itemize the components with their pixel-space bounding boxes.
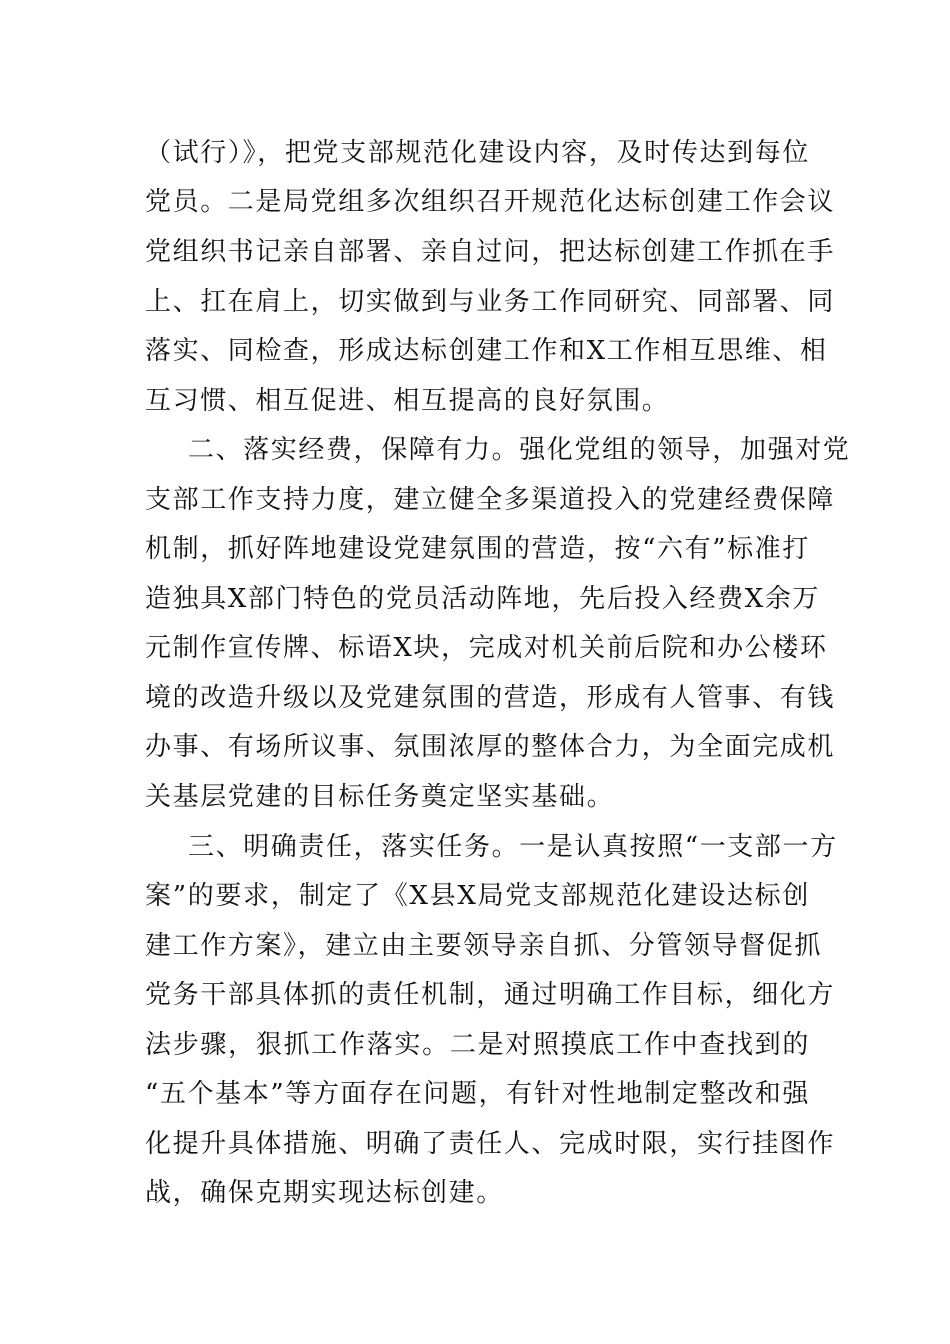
text-line: 建工作方案》，建立由主要领导亲自抓、分管领导督促抓 [145, 931, 823, 961]
text-line: 案”的要求，制定了《X县X局党支部规范化建设达标创 [145, 881, 810, 911]
text-line: 元制作宣传牌、标语X块，完成对机关前后院和办公楼环 [145, 633, 828, 663]
text-line: 支部工作支持力度，建立健全多渠道投入的党建经费保障 [145, 485, 836, 515]
text-line: 落实、同检查，形成达标创建工作和X工作相互思维、相 [145, 336, 828, 366]
text-line: 境的改造升级以及党建氛围的营造，形成有人管事、有钱 [145, 683, 836, 713]
text-line: 关基层党建的目标任务奠定坚实基础。 [145, 782, 615, 812]
text-line: （试行）》，把党支部规范化建设内容，及时传达到每位 [145, 138, 810, 168]
text-line: 党员。二是局党组多次组织召开规范化达标创建工作会议 [145, 187, 836, 217]
text-line: 法步骤，狠抓工作落实。二是对照摸底工作中查找到的 [145, 1030, 810, 1060]
text-line: “五个基本”等方面存在问题，有针对性地制定整改和强 [145, 1079, 810, 1109]
text-line: 战，确保克期实现达标创建。 [145, 1178, 504, 1208]
text-line: 党组织书记亲自部署、亲自过问，把达标创建工作抓在手 [145, 237, 836, 267]
text-line: 化提升具体措施、明确了责任人、完成时限，实行挂图作 [145, 1129, 836, 1159]
text-line: 办事、有场所议事、氛围浓厚的整体合力，为全面完成机 [145, 732, 836, 762]
text-line: 党务干部具体抓的责任机制，通过明确工作目标，细化方 [145, 980, 836, 1010]
text-line: 上、扛在肩上，切实做到与业务工作同研究、同部署、同 [145, 287, 836, 317]
text-line: 机制，抓好阵地建设党建氛围的营造，按“六有”标准打 [145, 534, 810, 564]
paragraph-heading-line: 二、落实经费，保障有力。强化党组的领导，加强对党 [188, 435, 851, 465]
text-line: 造独具X部门特色的党员活动阵地，先后投入经费X余万 [145, 584, 821, 614]
text-line: 互习惯、相互促进、相互提高的良好氛围。 [145, 386, 670, 416]
paragraph-heading-line: 三、明确责任，落实任务。一是认真按照“一支部一方 [188, 832, 838, 862]
